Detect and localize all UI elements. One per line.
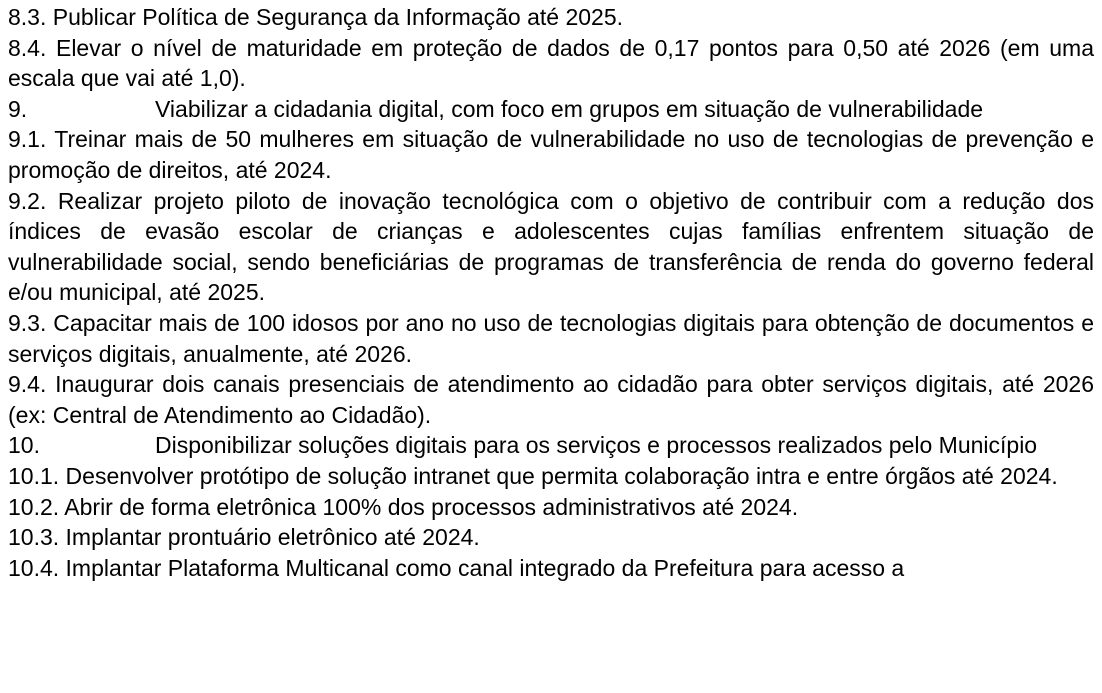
- item-9-heading: [8, 94, 1094, 125]
- item-9-text: Viabilizar a cidadania digital, com foco em grupos em situação de vulnerabilidade: [155, 95, 984, 122]
- item-10-heading: [8, 430, 1094, 461]
- item-10-3: 10.3. Implantar prontuário eletrônico até 2024.: [8, 524, 480, 551]
- item-9-number: 9.: [8, 95, 28, 122]
- item-8-3: 8.3. Publicar Política de Segurança da Informação até 2025.: [8, 4, 624, 30]
- item-8-4: 8.4. Elevar o nível de maturidade em proteção de dados de 0,17 pontos para 0,50 até 2026 (em uma escala que vai até 1,0).: [8, 34, 1094, 92]
- item-10-2: 10.2. Abrir de forma eletrônica 100% dos processos administrativos até 2024.: [8, 493, 799, 520]
- item-9-2: 9.2. Realizar projeto piloto de inovação tecnológica com o objetivo de contribuir com a redução dos índices de evasão escolar de crianças e adolescentes cujas famílias enfrentem situação de vulnerabilidade social, sendo beneficiárias de programas de transferência de renda do governo federal e/ou municipal, até 2025.: [8, 187, 1094, 306]
- item-10-number: 10.: [8, 432, 40, 459]
- item-9-1: 9.1. Treinar mais de 50 mulheres em situação de vulnerabilidade no uso de tecnologias de prevenção e promoção de direitos, até 2024.: [8, 126, 1094, 183]
- item-10-text: Disponibilizar soluções digitais para os serviços e processos realizados pelo Município: [155, 432, 1038, 459]
- item-9-4: 9.4. Inaugurar dois canais presenciais de atendimento ao cidadão para obter serviços digitais, até 2026 (ex: Central de Atendimento ao Cidadão).: [8, 371, 1094, 428]
- item-10-4: 10.4. Implantar Plataforma Multicanal como canal integrado da Prefeitura para acesso a: [8, 554, 905, 581]
- item-10-1: 10.1. Desenvolver protótipo de solução intranet que permita colaboração intra e entre órgãos até 2024.: [8, 462, 1058, 489]
- item-9-3: 9.3. Capacitar mais de 100 idosos por ano no uso de tecnologias digitais para obtenção de documentos e serviços digitais, anualmente, até 2026.: [8, 309, 1094, 367]
